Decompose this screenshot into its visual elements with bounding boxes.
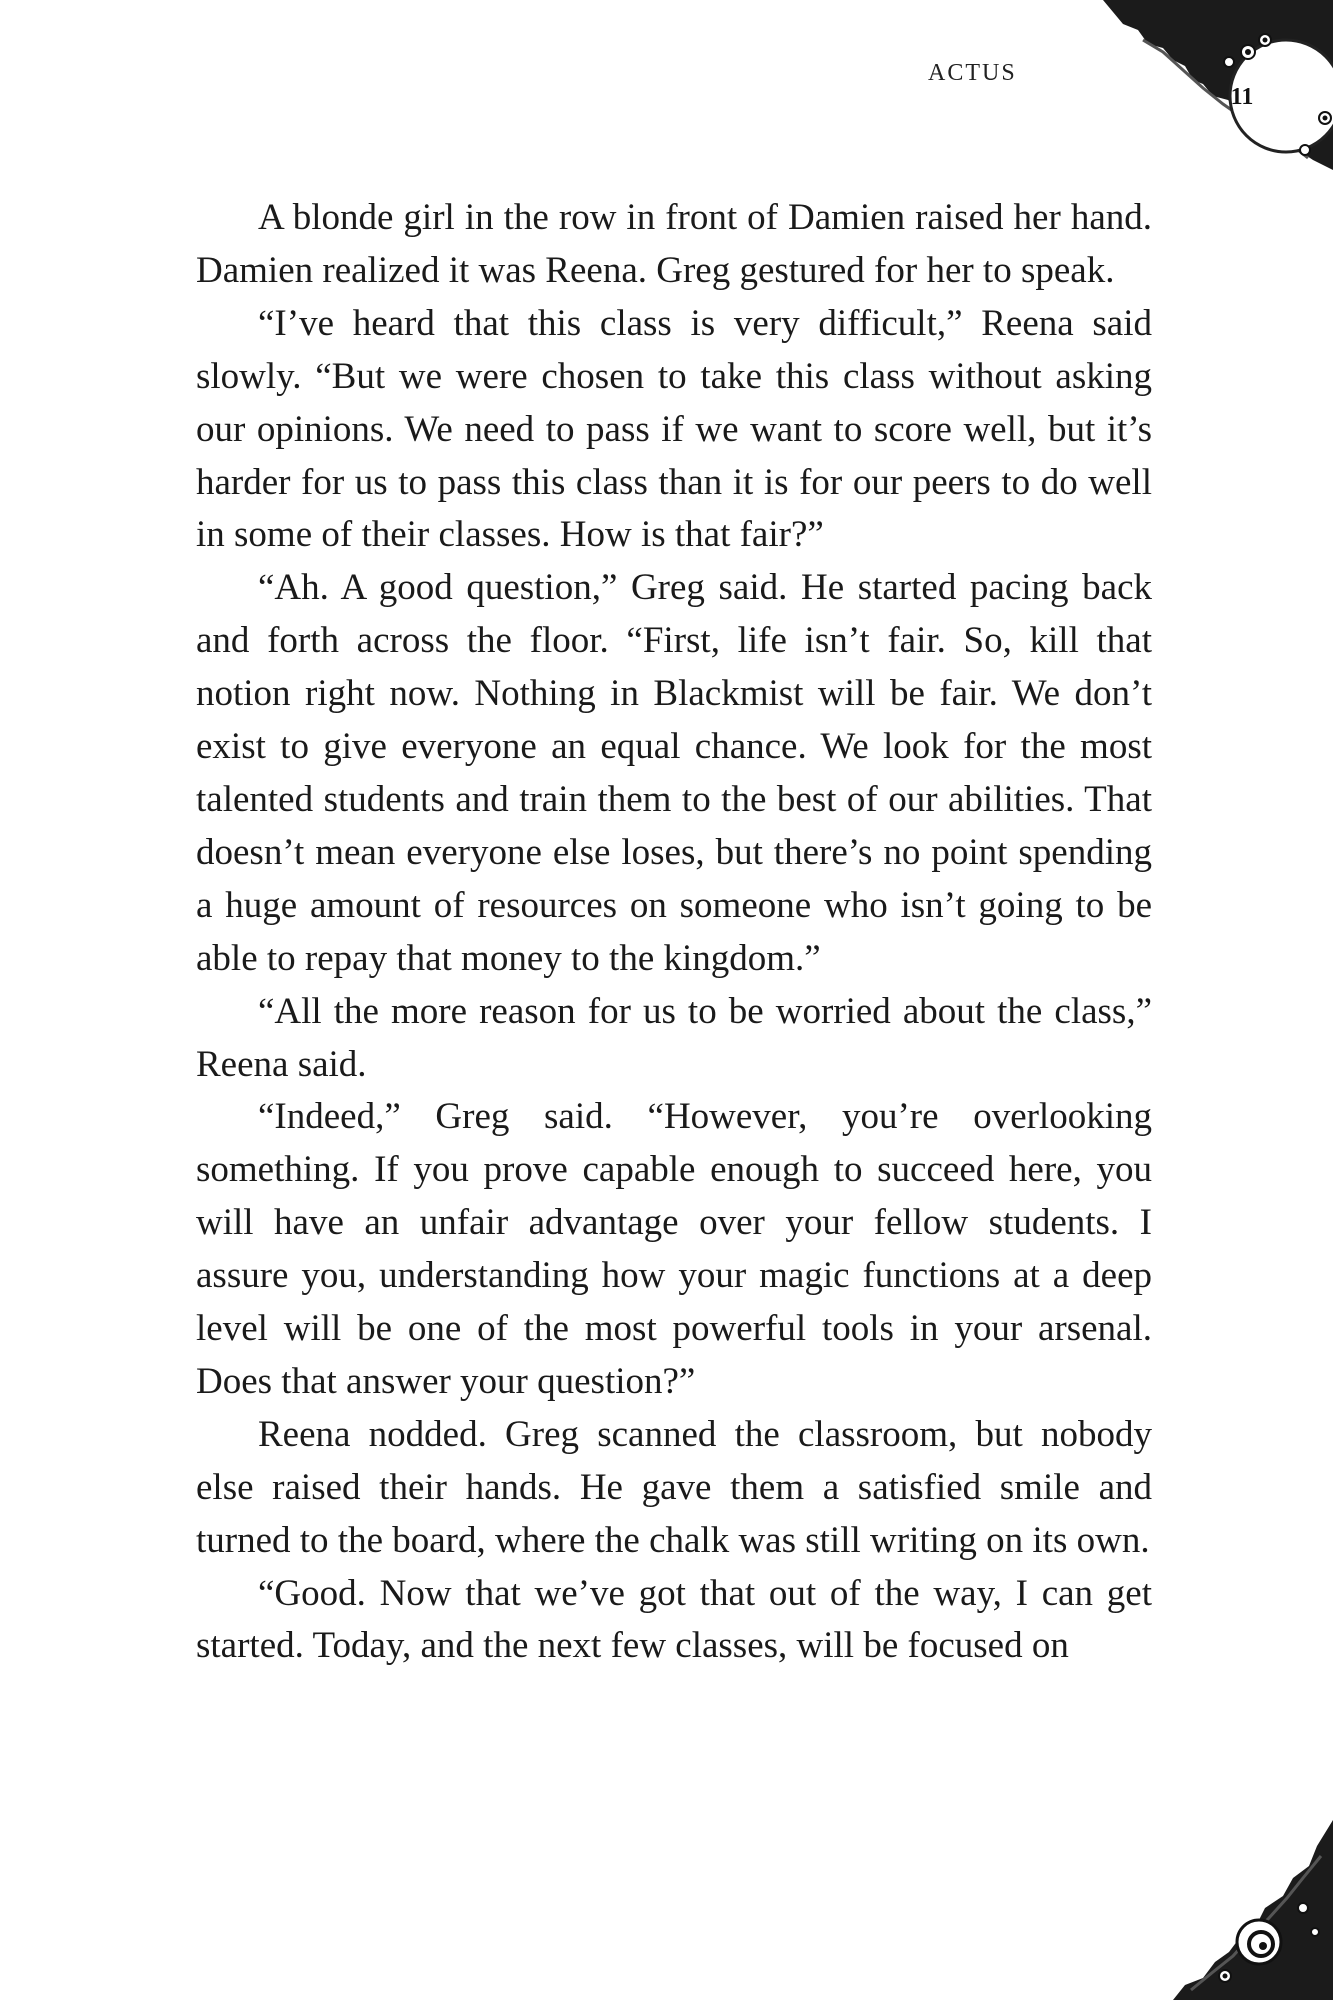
- corner-ornament-top: [1043, 0, 1333, 170]
- paragraph: “Indeed,” Greg said. “However, you’re overlooking something. If you prove capable enough to succeed here, you will have an unfair advantage over your fellow students. I assure you, understanding how your magic functions at a deep level will be one of the most powerful tools in your arsenal. Does that answer your question?”: [196, 1096, 1152, 1402]
- paragraph: “Ah. A good question,” Greg said. He started pacing back and forth across the floor. “First, life isn’t fair. So, kill that notion right now. Nothing in Blackmist will be fair. We don’t exist to give everyone an equal chance. We look for the most talented students and train them to the best of our abilities. That doesn’t mean everyone else loses, but there’s no point spending a huge amount of resources on someone who isn’t going to be able to repay that money to the kingdom.”: [196, 567, 1152, 979]
- paragraph: A blonde girl in the row in front of Damien raised her hand. Damien realized it was Reena. Greg gestured for her to speak.: [196, 197, 1152, 291]
- body-text: [196, 192, 1152, 1673]
- corner-ornament-bottom: [1133, 1800, 1333, 2000]
- paragraph: “I’ve heard that this class is very difficult,” Reena said slowly. “But we were chosen to take this class without asking our opinions. We need to pass if we want to score well, but it’s harder for us to pass this class than it is for our peers to do well in some of their classes. How is that fair?”: [196, 302, 1152, 556]
- running-head: ACTUS: [928, 60, 1017, 86]
- page-number: 11: [1230, 84, 1254, 110]
- paragraph: “All the more reason for us to be worried about the class,” Reena said.: [196, 990, 1152, 1085]
- paragraph: “Good. Now that we’ve got that out of the way, I can get started. Today, and the next few classes, will be focused on: [196, 1572, 1152, 1667]
- paragraph: Reena nodded. Greg scanned the classroom, but nobody else raised their hands. He gave them a satisfied smile and turned to the board, where the chalk was still writing on its own.: [196, 1413, 1152, 1561]
